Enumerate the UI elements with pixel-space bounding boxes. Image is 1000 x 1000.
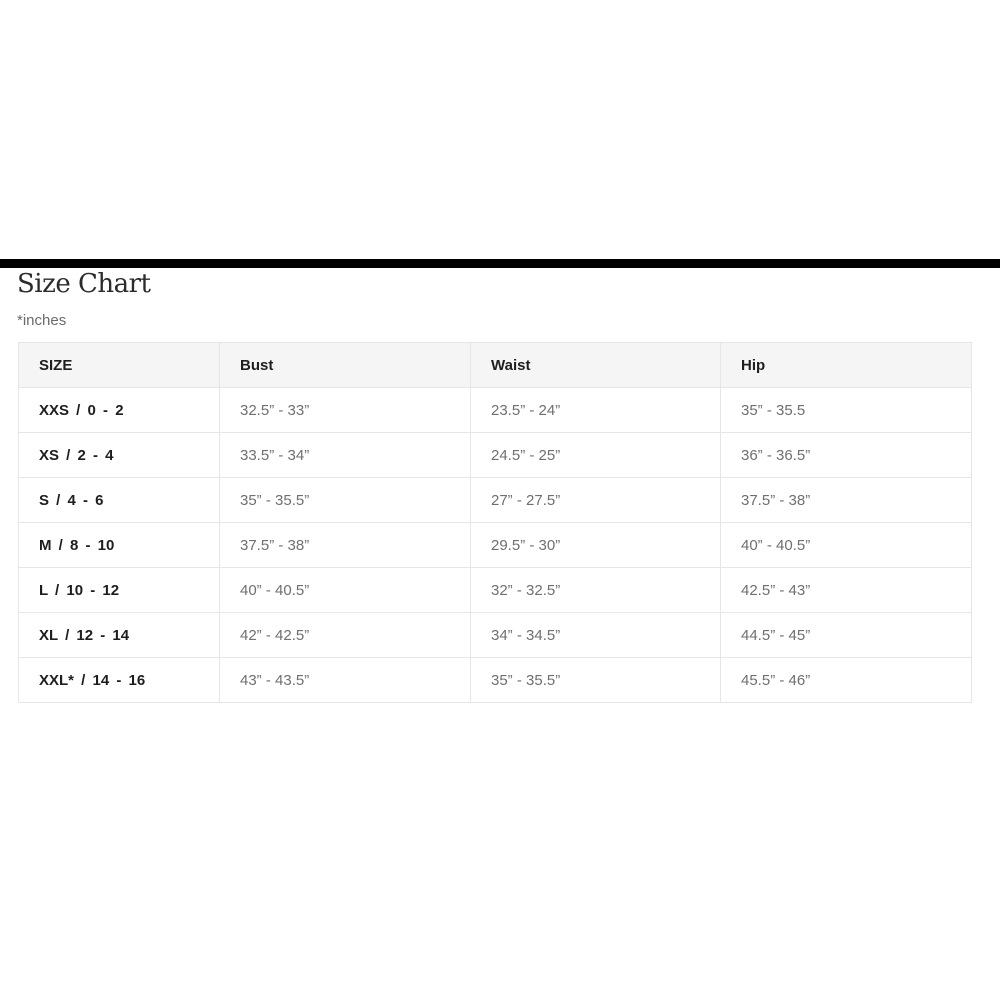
- table-row: [19, 388, 972, 433]
- hip-cell: 35” - 35.5: [721, 388, 972, 433]
- header-hip: Hip: [721, 343, 972, 388]
- size-cell: L / 10 - 12: [19, 568, 220, 613]
- size-cell: M / 8 - 10: [19, 523, 220, 568]
- waist-cell: 34” - 34.5”: [471, 613, 721, 658]
- header-size: SIZE: [19, 343, 220, 388]
- table-row: [19, 613, 972, 658]
- hip-cell: 45.5” - 46”: [721, 658, 972, 703]
- header-bust: Bust: [220, 343, 471, 388]
- table-header-row: [19, 343, 972, 388]
- size-cell: XL / 12 - 14: [19, 613, 220, 658]
- bust-cell: 35” - 35.5”: [220, 478, 471, 523]
- size-cell: XXS / 0 - 2: [19, 388, 220, 433]
- waist-cell: 23.5” - 24”: [471, 388, 721, 433]
- size-cell: S / 4 - 6: [19, 478, 220, 523]
- table-row: [19, 478, 972, 523]
- size-cell: XS / 2 - 4: [19, 433, 220, 478]
- size-cell: XXL* / 14 - 16: [19, 658, 220, 703]
- size-table: [18, 342, 972, 703]
- table-row: [19, 523, 972, 568]
- bust-cell: 42” - 42.5”: [220, 613, 471, 658]
- page-title: Size Chart: [17, 269, 151, 299]
- bust-cell: 33.5” - 34”: [220, 433, 471, 478]
- waist-cell: 27” - 27.5”: [471, 478, 721, 523]
- table-row: [19, 568, 972, 613]
- waist-cell: 35” - 35.5”: [471, 658, 721, 703]
- bust-cell: 40” - 40.5”: [220, 568, 471, 613]
- bust-cell: 32.5” - 33”: [220, 388, 471, 433]
- bust-cell: 37.5” - 38”: [220, 523, 471, 568]
- hip-cell: 40” - 40.5”: [721, 523, 972, 568]
- waist-cell: 24.5” - 25”: [471, 433, 721, 478]
- header-waist: Waist: [471, 343, 721, 388]
- table-row: [19, 658, 972, 703]
- hip-cell: 37.5” - 38”: [721, 478, 972, 523]
- hip-cell: 42.5” - 43”: [721, 568, 972, 613]
- bust-cell: 43” - 43.5”: [220, 658, 471, 703]
- hip-cell: 36” - 36.5”: [721, 433, 972, 478]
- hip-cell: 44.5” - 45”: [721, 613, 972, 658]
- table-row: [19, 433, 972, 478]
- waist-cell: 29.5” - 30”: [471, 523, 721, 568]
- unit-note: *inches: [17, 312, 67, 329]
- waist-cell: 32” - 32.5”: [471, 568, 721, 613]
